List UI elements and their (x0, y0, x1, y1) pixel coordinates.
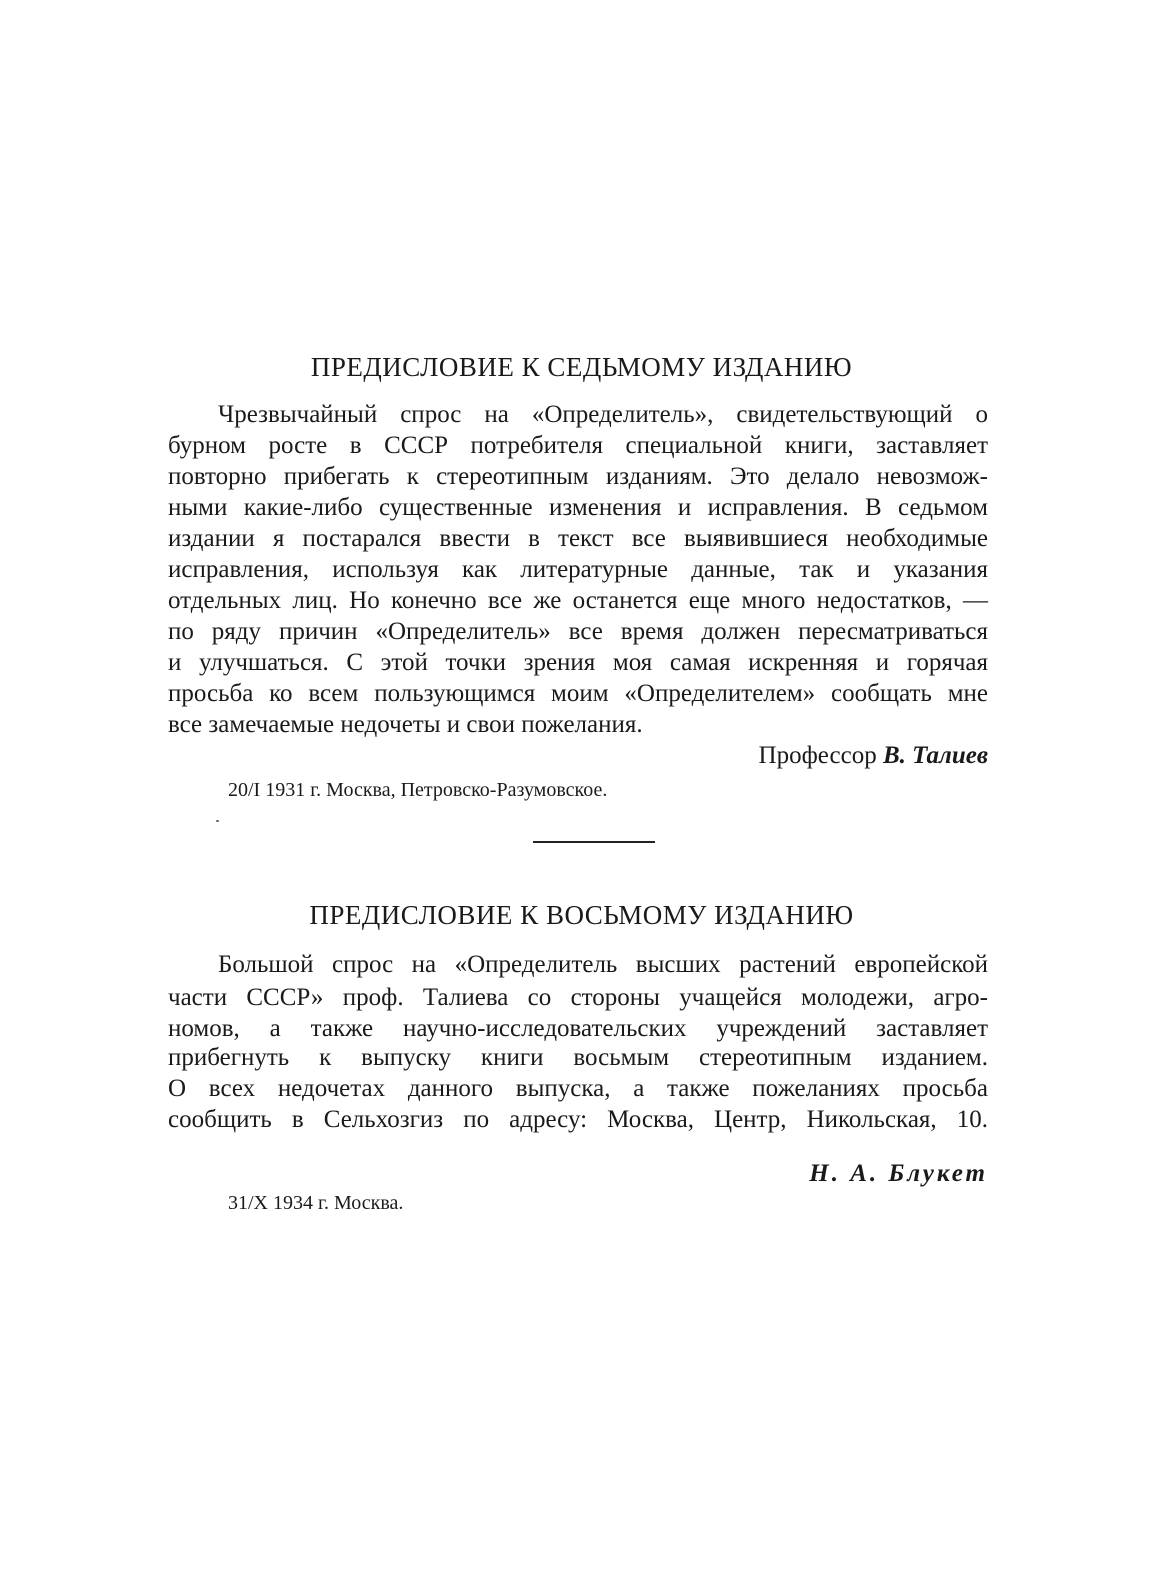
section8-paragraph-line: части СССР» проф. Талиева со стороны учащейся молодежи, агро- (168, 984, 988, 1011)
signature-title: Профессор (758, 742, 877, 769)
signature-name: Н. А. Блукет (809, 1160, 988, 1187)
section7-paragraph-line: все замечаемые недочеты и свои пожелания. (168, 711, 643, 738)
section7-paragraph-line: издании я постарался ввести в текст все выявившиеся необходимые (168, 525, 988, 552)
section7-paragraph-line: бурном росте в СССР потребителя специальной книги, заставляет (168, 432, 988, 459)
section7-paragraph-line: исправления, используя как литературные данные, так и указания (168, 556, 988, 583)
section8-heading: ПРЕДИСЛОВИЕ К ВОСЬМОМУ ИЗДАНИЮ (309, 900, 854, 930)
section7-paragraph-line: просьба ко всем пользующимся моим «Определителем» сообщать мне (168, 680, 988, 707)
section8-paragraph-line: Большой спрос на «Определитель высших растений европейской (218, 951, 988, 978)
section8-signature (809, 1160, 988, 1188)
print-speck (216, 820, 219, 822)
section7-paragraph-line: ными какие-либо существенные изменения и исправления. В седьмом (168, 494, 988, 521)
section-divider (533, 841, 655, 843)
section7-paragraph-line: Чрезвычайный спрос на «Определитель», свидетельствующий о (218, 401, 988, 428)
section7-dateline: 20/I 1931 г. Москва, Петровско-Разумовское. (228, 779, 608, 801)
section8-paragraph-line: прибегнуть к выпуску книги восьмым стереотипным изданием. (168, 1044, 988, 1071)
section8-paragraph-line: сообщить в Сельхозгиз по адресу: Москва, Центр, Никольская, 10. (168, 1106, 988, 1133)
section7-signature (759, 742, 988, 770)
section8-paragraph-line: номов, а также научно-исследовательских учреждений заставляет (168, 1015, 988, 1042)
signature-name: В. Талиев (882, 742, 988, 769)
section7-paragraph-line: по ряду причин «Определитель» все время должен пересматриваться (168, 618, 988, 645)
section7-heading: ПРЕДИСЛОВИЕ К СЕДЬМОМУ ИЗДАНИЮ (310, 352, 853, 382)
section7-paragraph-line: повторно прибегать к стереотипным изданиям. Это делало невозмож- (168, 463, 988, 490)
section8-dateline: 31/X 1934 г. Москва. (228, 1192, 404, 1214)
section7-paragraph-line: и улучшаться. С этой точки зрения моя самая искренняя и горячая (168, 649, 988, 676)
section7-paragraph-line: отдельных лиц. Но конечно все же останется еще много недостатков, — (168, 587, 988, 614)
section8-paragraph-line: О всех недочетах данного выпуска, а также пожеланиях просьба (168, 1075, 988, 1102)
